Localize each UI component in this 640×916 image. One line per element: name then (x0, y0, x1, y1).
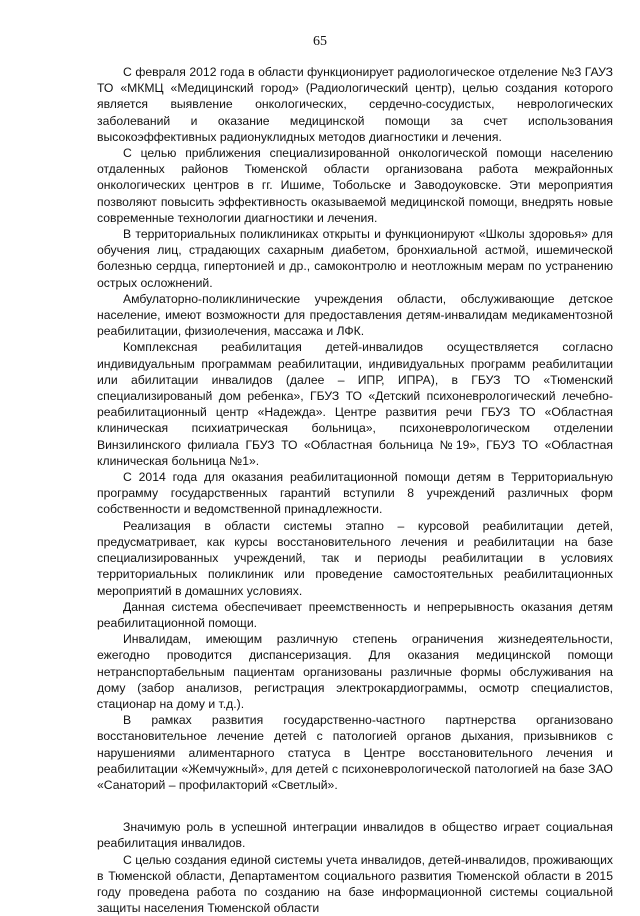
paragraph-staged-rehabilitation: Реализация в области системы этапно – курсовой реабилитации детей, предусматривает, как курсы восстановительного лечения и реабилитации на базе специализированных учреждений, так и периоды реабилитации в условиях территориальных поликлиник или проведение самостоятельных реабилитационных мероприятий в домашних условиях. (97, 518, 613, 598)
page-number: 65 (313, 34, 327, 49)
paragraph-dispensary: Инвалидам, имеющим различную степень ограничения жизнедеятельности, ежегодно проводится диспансеризация. Для оказания медицинской помощи нетранспортабельным пациентам организованы различные формы обслуживания на дому (забор анализов, регистрация электрокардиограммы, осмотр специалистов, стационар на дому и т.д.). (97, 632, 613, 711)
paragraph-radiology: С февраля 2012 года в области функционирует радиологическое отделение №3 ГАУЗ ТО «МКМЦ «Медицинский город» (Радиологический центр), целью создания которого является выявление онкологических, сердечно-сосудистых, неврологических заболеваний и оказание медицинской помощи за счет использования высокоэффективных радионуклидных методов диагностики и лечения. (97, 65, 613, 144)
paragraph-territorial-program: С 2014 года для оказания реабилитационной помощи детям в Территориальную программу государственных гарантий вступили 8 учреждений различных форм собственности и ведомственной принадлежности. (97, 470, 613, 517)
paragraph-complex-rehabilitation: Комплексная реабилитация детей-инвалидов осуществляется согласно индивидуальным программам реабилитации, индивидуальных программ реабилитации или абилитации инвалидов (далее – ИПР, ИПРА), в ГБУЗ ТО «Тюменский специализированый дом ребенка», ГБУЗ ТО «Детский психоневрологический лечебно-реабилитационный центр «Надежда». Центре развития речи ГБУЗ ТО «Областная клиническая психиатрическая больница», психоневрологическом отделении Винзилинского филиала ГБУЗ ТО «Областная больница №19», ГБУЗ ТО «Областная клиническая больница №1». (97, 340, 613, 468)
paragraph-continuity: Данная система обеспечивает преемственность и непрерывность оказания детям реабилитационной помощи. (97, 599, 613, 630)
paragraph-oncology-centers: С целью приближения специализированной онкологической помощи населению отдаленных районов Тюменской области организована работа межрайонных онкологических центров в гг. Ишиме, Тобольске и Заводоуковске. Эти мероприятия позволяют повысить эффективность оказываемой медицинской помощи, внедрять новые современные технологии диагностики и лечения. (97, 146, 613, 225)
paragraph-outpatient: Амбулаторно-поликлинические учреждения области, обслуживающие детское население, имеют возможности для предоставления детям-инвалидам медикаментозной реабилитации, физиолечения, массажа и ЛФК. (97, 291, 613, 339)
document-body (97, 64, 613, 916)
paragraph-social-rehabilitation: Значимую роль в успешной интеграции инвалидов в общество играет социальная реабилитация инвалидов. (97, 820, 613, 851)
paragraph-registry-system: С целью создания единой системы учета инвалидов, детей-инвалидов, проживающих в Тюменской области, Департаментом социального развития Тюменской области в 2015 году проведена работа по созданию на базе информационной системы социальной защиты населения Тюменской области (97, 852, 613, 916)
paragraph-health-schools: В территориальных поликлиниках открыты и функционируют «Школы здоровья» для обучения лиц, страдающих сахарным диабетом, бронхиальной астмой, ишемической болезнью сердца, гипертонией и др., самоконтролю и неотложным мерам по устранению острых осложнений. (97, 227, 613, 290)
paragraph-public-private: В рамках развития государственно-частного партнерства организовано восстановительное лечение детей с патологией органов дыхания, призывников с нарушениями алиментарного статуса в Центре восстановительного лечения и реабилитации «Жемчужный», для детей с психоневрологической патологией на базе ЗАО «Санаторий – профилакторий «Светлый». (97, 713, 613, 792)
